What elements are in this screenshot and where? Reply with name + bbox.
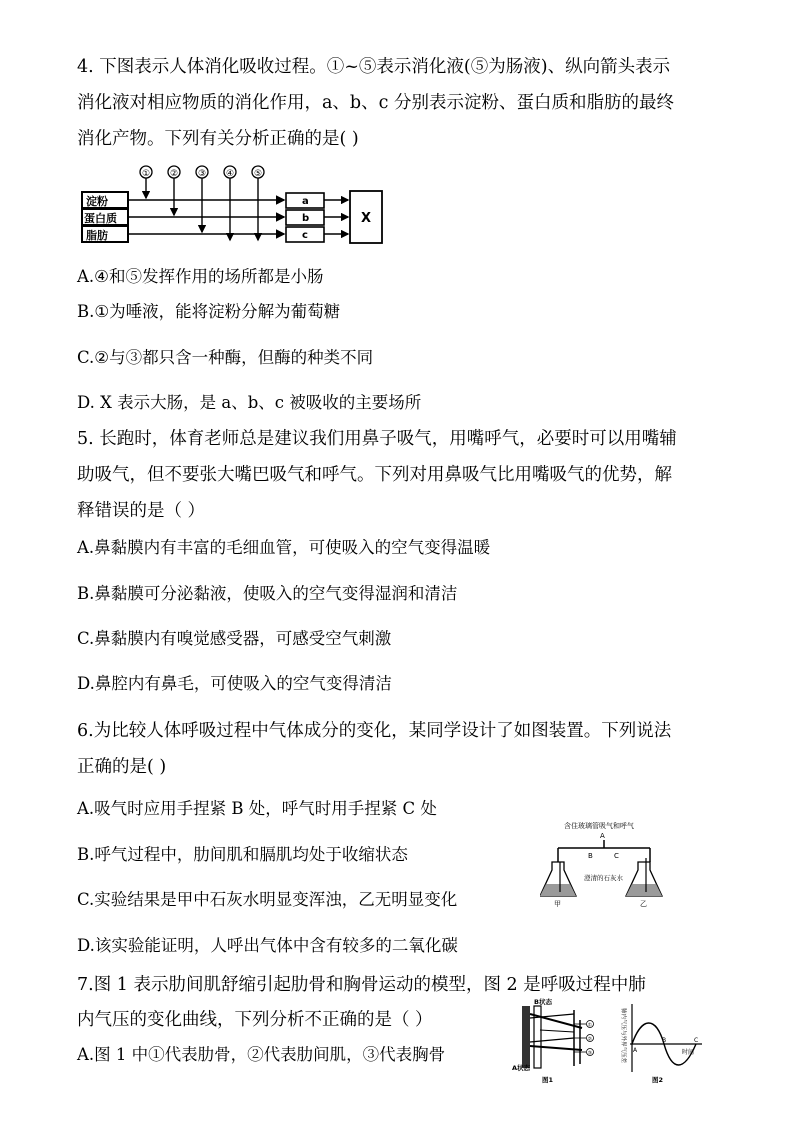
q6-stem-line-1: 6.为比较人体呼吸过程中气体成分的变化，某同学设计了如图装置。下列说法 (77, 721, 672, 741)
protein-label: 蛋白质 (84, 212, 117, 225)
pressure-curve-figure-2 (620, 1004, 702, 1084)
figure-1-caption: 图1 (542, 1076, 554, 1084)
clip-b-label: B (588, 852, 593, 860)
enzyme-label-1: ① (142, 169, 151, 179)
apparatus-caption: 含住玻璃管吸气和呼气 (564, 822, 634, 830)
product-b-label: b (302, 213, 310, 224)
q4-stem-line-1: 4. 下图表示人体消化吸收过程。①~⑤表示消化液(⑤为肠液)、纵向箭头表示 (77, 57, 671, 77)
part-label-2: ② (587, 1036, 593, 1043)
flask-jia (540, 862, 576, 896)
starch-label: 淀粉 (86, 195, 108, 208)
q6-option-d: D.该实验能证明，人呼出气体中含有较多的二氧化碳 (77, 936, 458, 955)
point-a-label: A (633, 1047, 638, 1054)
q4-option-c: C.②与③都只含一种酶，但酶的种类不同 (77, 348, 374, 367)
rib-model-and-pressure-curve (512, 994, 708, 1086)
q7-option-a: A.图 1 中①代表肋骨，②代表肋间肌，③代表胸骨 (77, 1045, 446, 1064)
q4-option-d: D. X 表示大肠，是 a、b、c 被吸收的主要场所 (77, 393, 422, 412)
clip-c-label: C (614, 852, 619, 860)
q7-stem-line-2: 内气压的变化曲线，下列分析不正确的是（ ） (77, 1010, 433, 1030)
q5-stem-line-3: 释错误的是（ ） (77, 501, 206, 521)
q4-option-a: A.④和⑤发挥作用的场所都是小肠 (77, 267, 324, 286)
time-axis-label: 时间 (682, 1049, 695, 1056)
flask-jia-label: 甲 (554, 900, 561, 908)
organ-x-label: X (361, 211, 372, 226)
fat-label: 脂肪 (86, 229, 108, 242)
q6-option-a: A.吸气时应用手捏紧 B 处，呼气时用手捏紧 C 处 (77, 799, 437, 818)
flask-yi (626, 858, 662, 896)
breathing-apparatus-figure (540, 818, 670, 908)
enzyme-label-5: ⑤ (254, 169, 263, 179)
q5-option-d: D.鼻腔内有鼻毛，可使吸入的空气变得清洁 (77, 674, 392, 693)
q6-option-b: B.呼气过程中，肋间肌和膈肌均处于收缩状态 (77, 845, 408, 864)
mouth-label-a: A (600, 832, 605, 840)
rib-model-figure-1 (512, 997, 594, 1084)
part-label-1: ① (587, 1022, 593, 1029)
q7-stem-line-1: 7.图 1 表示肋间肌舒缩引起肋骨和胸骨运动的模型，图 2 是呼吸过程中肺 (77, 975, 646, 995)
q4-option-b: B.①为唾液，能将淀粉分解为葡萄糖 (77, 302, 341, 321)
part-label-3: ③ (587, 1050, 593, 1057)
point-b-label: B (662, 1037, 667, 1044)
q5-option-a: A.鼻黏膜内有丰富的毛细血管，可使吸入的空气变得温暖 (77, 538, 491, 557)
state-b-label: B状态 (534, 998, 552, 1006)
q5-option-b: B.鼻黏膜可分泌黏液，使吸入的空气变得湿润和清洁 (77, 584, 458, 603)
limewater-label: 澄清的石灰水 (584, 874, 623, 882)
digestion-diagram (80, 160, 400, 250)
enzyme-label-2: ② (170, 169, 179, 179)
q5-stem-line-2: 助吸气，但不要张大嘴巴吸气和呼气。下列对用鼻吸气比用嘴吸气的优势，解 (77, 465, 672, 485)
q5-option-c: C.鼻黏膜内有嗅觉感受器，可感受空气刺激 (77, 629, 392, 648)
state-a-label: A状态 (512, 1064, 531, 1072)
q4-stem-line-2: 消化液对相应物质的消化作用，a、b、c 分别表示淀粉、蛋白质和脂肪的最终 (77, 93, 674, 113)
q6-option-c: C.实验结果是甲中石灰水明显变浑浊，乙无明显变化 (77, 890, 458, 909)
q4-stem-line-3: 消化产物。下列有关分析正确的是( ) (77, 129, 359, 149)
enzyme-label-4: ④ (226, 169, 235, 179)
product-a-label: a (302, 196, 309, 207)
product-c-label: c (302, 230, 308, 241)
pressure-axis-label: 肺内气压与外界气压差 (620, 1008, 626, 1064)
enzyme-label-3: ③ (198, 169, 207, 179)
flask-yi-label: 乙 (640, 900, 647, 908)
figure-2-caption: 图2 (652, 1076, 664, 1084)
q5-stem-line-1: 5. 长跑时，体育老师总是建议我们用鼻子吸气，用嘴呼气，必要时可以用嘴辅 (77, 429, 677, 449)
q6-stem-line-2: 正确的是( ) (77, 757, 167, 777)
point-c-label: C (694, 1037, 699, 1044)
